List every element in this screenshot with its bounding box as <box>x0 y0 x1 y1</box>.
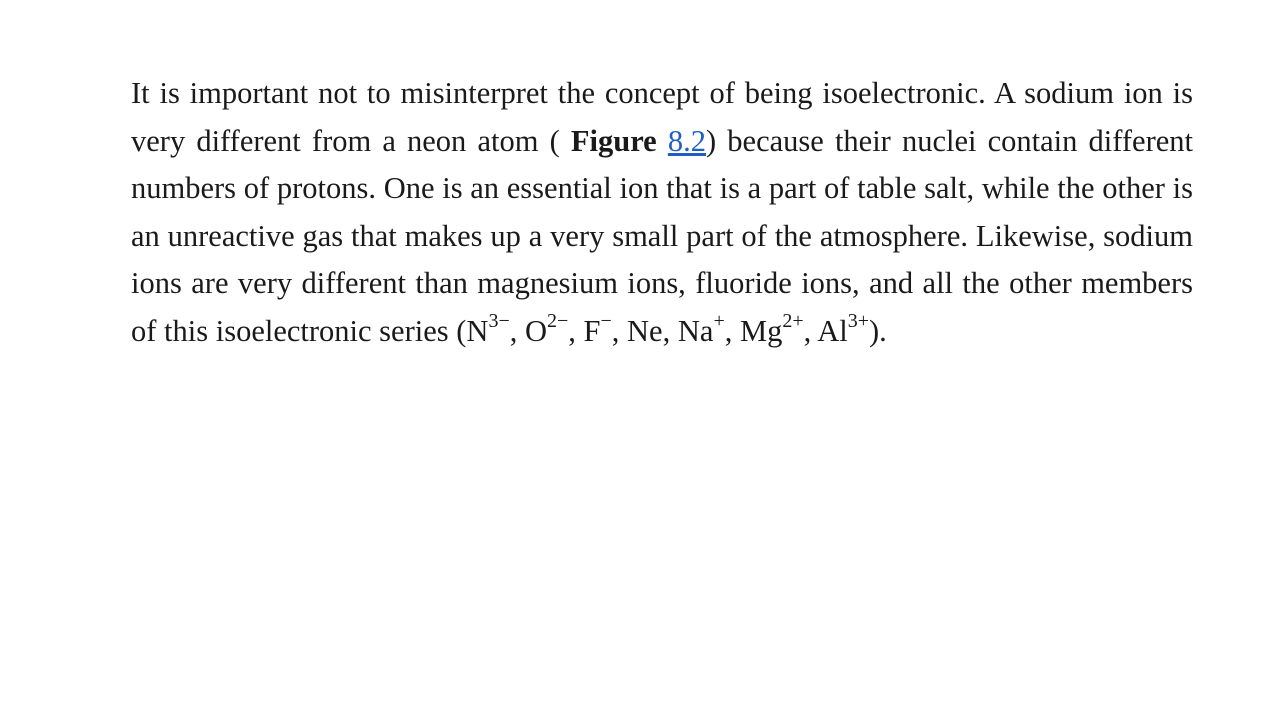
ion-charge: 3+ <box>847 310 869 333</box>
ion-symbol: N <box>466 313 489 348</box>
ion-ne <box>627 314 678 348</box>
ion-symbol: Mg <box>739 313 783 348</box>
ion-separator: , <box>568 313 584 348</box>
ion-f <box>583 310 628 348</box>
paragraph-closing: ). <box>868 313 887 348</box>
ion-charge: 3− <box>488 310 510 333</box>
ion-charge: 2+ <box>782 310 804 333</box>
ion-na <box>677 310 740 348</box>
ion-mg <box>739 310 818 348</box>
ion-symbol: F <box>583 313 601 348</box>
figure-link[interactable]: 8.2 <box>667 123 706 158</box>
paragraph-text-1: It is important not to misinterpret the concept of being isoelectronic. A sodium ion is very different from a neon atom ( <box>131 76 1193 158</box>
ion-symbol: Na <box>677 313 714 348</box>
paragraph-text-2: ) because their nuclei contain different numbers of protons. One is an essential ion that is a part of table salt, while the other is an unreactive gas that makes up a very small part of the atmosphere. Likewise, sodium ions are very different than magnesium ions, fluoride ions, and all the other members of this isoelectronic series ( <box>131 123 1193 348</box>
body-paragraph <box>131 70 1193 355</box>
ion-symbol: Al <box>817 313 848 348</box>
ion-separator: , <box>611 313 628 348</box>
figure-label: Figure <box>570 123 657 158</box>
figure-space <box>657 124 668 158</box>
ion-separator: , <box>509 313 525 348</box>
ion-o <box>524 310 584 348</box>
ion-charge: + <box>713 310 725 333</box>
ion-n <box>466 310 525 348</box>
ion-separator: , <box>803 313 818 348</box>
ion-charge: − <box>600 310 612 333</box>
ion-separator: , <box>662 313 678 348</box>
ion-charge: 2− <box>547 310 569 333</box>
ion-symbol: O <box>524 313 547 348</box>
ion-al <box>817 310 869 348</box>
ion-separator: , <box>724 313 740 348</box>
ion-symbol: Ne <box>627 313 663 348</box>
